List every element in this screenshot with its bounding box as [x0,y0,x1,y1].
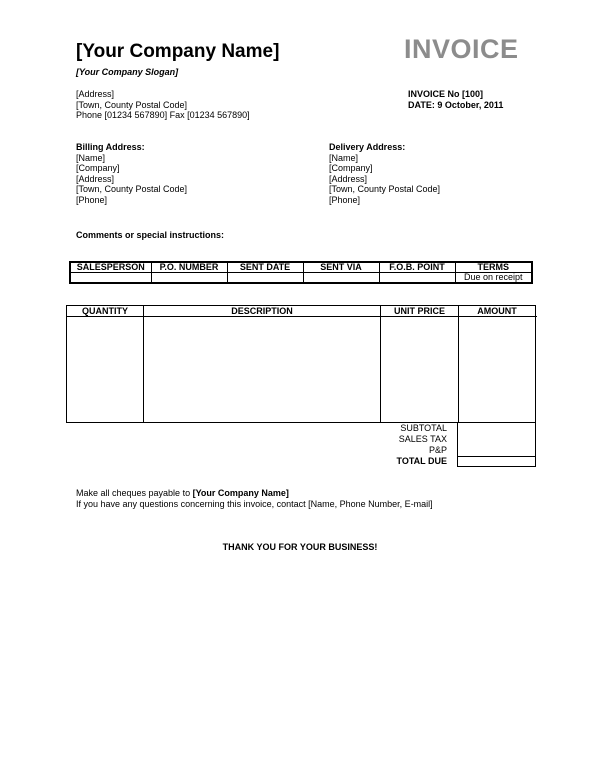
billing-line: [Phone] [76,194,108,205]
delivery-address [329,142,440,205]
delivery-line: [Company] [329,163,373,173]
sent-date-value[interactable] [227,273,303,284]
sent-via-header: SENT VIA [303,262,379,273]
billing-title: Billing Address: [76,142,145,152]
subtotal-label: SUBTOTAL [400,423,447,433]
thank-you-message: THANK YOU FOR YOUR BUSINESS! [222,542,378,552]
unit-price-header: UNIT PRICE [381,306,458,317]
company-slogan: [Your Company Slogan] [76,67,179,77]
company-address-block [76,89,250,121]
salesperson-value[interactable] [70,273,151,284]
delivery-line: [Address] [329,173,368,184]
company-town-line: [Town, County Postal Code] [76,99,188,110]
billing-address [76,142,187,205]
company-name: [Your Company Name] [76,41,280,62]
order-info-header-row [70,262,532,273]
total-due-value[interactable] [457,456,536,467]
po-number-header: P.O. NUMBER [151,262,227,273]
pp-label: P&P [428,445,447,455]
order-info-table [69,261,533,284]
sales-tax-label: SALES TAX [398,434,447,444]
description-header: DESCRIPTION [144,306,380,317]
terms-value[interactable]: Due on receipt [455,273,532,284]
fob-point-header: F.O.B. POINT [379,262,455,273]
cheques-note [76,488,289,498]
po-number-value[interactable] [151,273,227,284]
comments-label: Comments or special instructions: [76,230,225,240]
company-phone-line: Phone [01234 567890] Fax [01234 567890] [76,110,250,120]
cheques-prefix: Make all cheques payable to [76,488,193,498]
cheques-company: [Your Company Name] [192,488,289,498]
order-info-value-row [70,273,532,284]
invoice-date: DATE: 9 October, 2011 [408,99,504,110]
terms-header: TERMS [455,262,532,273]
questions-note: If you have any questions concerning this invoice, contact [Name, Phone Number, E-mail] [76,499,433,509]
amount-header: AMOUNT [459,306,535,317]
sent-date-header: SENT DATE [227,262,303,273]
column-divider [458,306,459,422]
delivery-title: Delivery Address: [329,142,406,152]
delivery-line: [Phone] [329,194,361,205]
billing-line: [Town, County Postal Code] [76,184,188,194]
salesperson-header: SALESPERSON [70,262,151,273]
company-address-line: [Address] [76,89,115,99]
billing-line: [Address] [76,173,115,184]
column-divider [380,306,381,422]
billing-line: [Company] [76,163,120,173]
sent-via-value[interactable] [303,273,379,284]
fob-point-value[interactable] [379,273,455,284]
delivery-line: [Town, County Postal Code] [329,184,441,194]
invoice-meta [408,89,503,110]
column-divider [143,306,144,422]
invoice-number: INVOICE No [100] [408,89,484,99]
invoice-title: INVOICE [404,34,519,64]
quantity-header: QUANTITY [67,306,143,317]
line-items-table [66,305,536,423]
billing-line: [Name] [76,152,106,163]
total-due-label: TOTAL DUE [396,456,447,466]
delivery-line: [Name] [329,152,359,163]
